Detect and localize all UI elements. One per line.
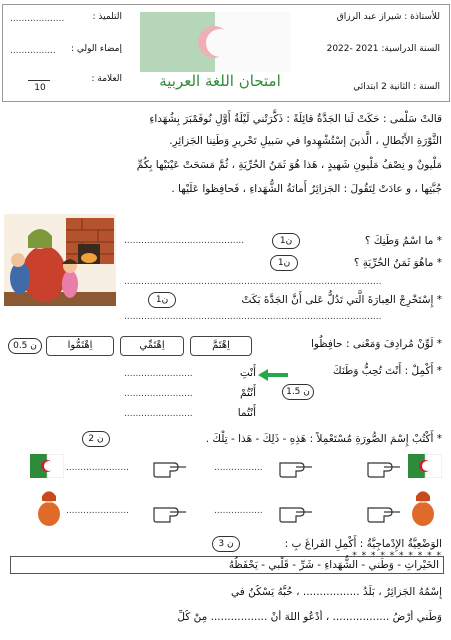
choice-2[interactable]: اِهْتَمِّي bbox=[120, 336, 184, 356]
passage-line-4: جُبَّتِها ، و عادَتْ لِتَقُولَ : الجَزائِرُ أَمانَةُ الشُّهَداءِ ، فَحافِظوا عَلَيْها . bbox=[171, 183, 442, 195]
header-flag bbox=[140, 12, 290, 72]
student-label: التلميذ : bbox=[92, 12, 122, 22]
question-7-title: الوَضْعِيَّةُ الإِدْماجِيَّةُ : أَكْمِلِ الفَراغَ بِ : bbox=[284, 538, 442, 550]
passage-line-3: مَلْيونٌ و نِصْفُ مَلْيونِ شَهيدٍ ، هَذا هُوَ ثَمَنُ الحُرِّيَةِ ، ثُمَّ مَسَحَتْ عَيْنَيْها بِكُمِّ bbox=[136, 159, 442, 171]
teacher-name: للأستاذة : شيراز عبد الرزاق bbox=[336, 12, 440, 22]
question-1: * ما اسْمُ وَطَنِكَ ؟ bbox=[364, 235, 442, 247]
grandmother-near-icon bbox=[408, 488, 438, 526]
question-4: * لَوِّنْ مُرادِفَ وَمَعْنى : حافِظُوا bbox=[310, 338, 442, 350]
question-3-points: 1ن bbox=[148, 292, 176, 308]
word-bank: الخَيْراتِ - وَطَني - الشُّهَداءِ - شَرِّ - قَلْبي - يَحْفَظُهُ bbox=[10, 556, 444, 574]
flag-near-icon bbox=[408, 454, 442, 478]
school-year: السنة الدراسية: 2021 -2022 bbox=[326, 44, 440, 54]
mark-fraction-line bbox=[28, 80, 50, 81]
question-1-points: 1ن bbox=[272, 233, 300, 249]
mark-label: العلامة : bbox=[91, 74, 122, 84]
pointing-hand-2-icon bbox=[152, 455, 188, 479]
pointing-hand-5-icon bbox=[152, 500, 188, 524]
question-4-points: 0.5 ن bbox=[8, 338, 42, 354]
answer-line-6c[interactable]: ................. bbox=[214, 506, 263, 516]
answer-line-6b[interactable]: ...................... bbox=[66, 463, 129, 473]
answer-line-5b[interactable]: ........................ bbox=[124, 389, 193, 399]
arrow-icon bbox=[258, 366, 288, 378]
pronoun-antuma: أَنْتُما bbox=[237, 407, 256, 419]
flag-far-icon bbox=[30, 454, 64, 478]
question-2-points: 1ن bbox=[270, 255, 298, 271]
passage-line-2: الثَّوْرَةِ الأَبْطالِ ، الَّذينَ إسْتُشْهِدوا في سَبيلِ تَحْريرِ وَطَنِنا الجَزائِرِ. bbox=[169, 135, 442, 147]
question-6: * أَكْتُبْ إِسْمَ الصُّورَةِ مُسْتَعْمِلاً : هَذِهِ - ذَلِكَ - هَذا - تِلْكَ . bbox=[205, 433, 442, 445]
answer-line-5a[interactable]: ........................ bbox=[124, 369, 193, 379]
pointing-hand-far-icon bbox=[278, 455, 314, 479]
question-6-points: 2 ن bbox=[82, 431, 110, 447]
answer-line-3[interactable]: .......................................................................................... bbox=[124, 312, 382, 322]
answer-line-2[interactable]: .......................................................................................... bbox=[124, 277, 382, 287]
question-2: * ماهُوَ ثَمَنُ الحُرِّيَةِ ؟ bbox=[353, 257, 442, 269]
grandmother-illustration bbox=[4, 214, 116, 306]
mark-out-of: 10 bbox=[34, 83, 46, 93]
answer-line-1[interactable]: .......................................... bbox=[124, 236, 245, 246]
exam-title: امتحان اللغة العربية bbox=[159, 72, 281, 90]
question-7-stars: * * * * * * * * * * bbox=[352, 551, 442, 561]
grandmother-far-icon bbox=[34, 488, 64, 526]
fill-line-1[interactable]: إِسْمُهُ الجَزائِرُ ، بَلَدُ ................. ، حُبُّهُ يَسْكُنُ في bbox=[230, 586, 442, 598]
question-3: * إِسْتَخْرِجْ العِبارَةَ الَّتي تَدُلُّ عَلى أَنَّ الجَدَّةَ بَكَتْ bbox=[241, 294, 442, 306]
pointing-hand-icon bbox=[366, 455, 402, 479]
parent-signature-field[interactable]: ................ bbox=[10, 46, 56, 56]
student-name-field[interactable]: ................... bbox=[10, 14, 65, 24]
pointing-hand-3-icon bbox=[366, 500, 402, 524]
grade-label: السنة : الثانية 2 ابتدائي bbox=[353, 82, 440, 92]
parent-signature-label: إمضاء الولي : bbox=[71, 44, 122, 54]
answer-line-6d[interactable]: ...................... bbox=[66, 506, 129, 516]
choice-3[interactable]: اِهْتَمُّوا bbox=[46, 336, 114, 356]
passage-line-1: قالتْ سَلْمى : حَكَتْ لَنا الجَدَّةُ قائِلَةً : ذَكَّرَتْني لَيْلَةُ أَوَّلِ نُوفَمْبَرَ بِشُهَداءِ bbox=[149, 113, 442, 125]
question-7-points: 3 ن bbox=[212, 536, 240, 552]
answer-line-5c[interactable]: ........................ bbox=[124, 409, 193, 419]
question-5: * أَكْمِلْ : أَنْتَ تُحِبُّ وَطَنَكَ bbox=[332, 365, 442, 377]
pronoun-anti: أَنْتِ bbox=[239, 367, 256, 379]
pointing-hand-4-icon bbox=[278, 500, 314, 524]
answer-line-6a[interactable]: ................. bbox=[214, 463, 263, 473]
fill-line-2[interactable]: وَطَني أَرْضُ ................. ، أَدْعُو اللهَ أَنْ ................. مِنْ كُلِّ bbox=[177, 611, 442, 623]
question-5-points: 1.5 ن bbox=[282, 384, 314, 400]
choice-1[interactable]: اِهْتَمَّ bbox=[190, 336, 252, 356]
pronoun-antum: أَنْتُمْ bbox=[240, 387, 256, 399]
